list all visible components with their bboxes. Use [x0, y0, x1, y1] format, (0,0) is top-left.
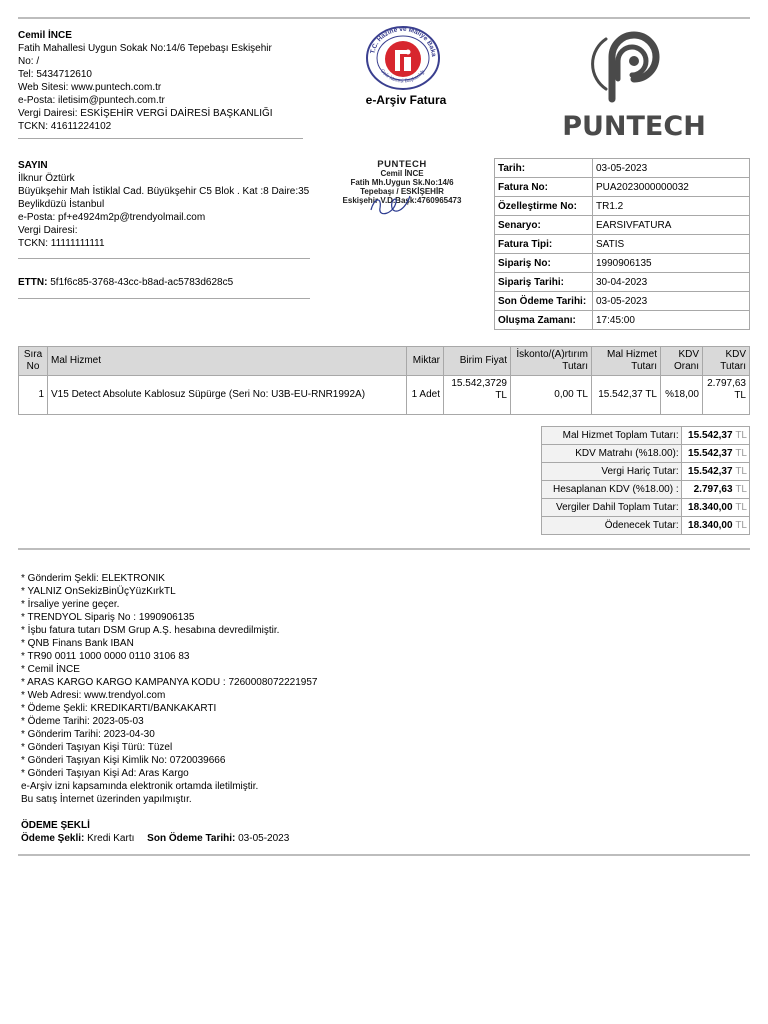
note-line: * QNB Finans Bank IBAN	[21, 638, 134, 649]
seller-address: Fatih Mahallesi Uygun Sokak No:14/6 Tepebaşı Eskişehir	[18, 43, 272, 54]
info-row	[495, 235, 750, 254]
totals-value: 18.340,00	[688, 520, 733, 531]
info-label: Fatura No:	[495, 178, 593, 197]
buyer-address: Büyükşehir Mah İstiklal Cad. Büyükşehir C5 Blok . Kat :8 Daire:35	[18, 186, 310, 197]
col-header-mal-hizmet-tutari: Mal Hizmet Tutarı	[592, 347, 661, 376]
totals-table	[541, 426, 750, 535]
cell-mal-hizmet: V15 Detect Absolute Kablosuz Süpürge (Seri No: U3B-EU-RNR1992A)	[48, 376, 407, 415]
info-row	[495, 311, 750, 330]
items-table	[18, 346, 750, 415]
totals-value-cell	[681, 445, 749, 463]
cell-kdv-orani: %18,00	[661, 376, 703, 415]
info-label: Oluşma Zamanı:	[495, 311, 593, 330]
note-line: * Gönderim Tarihi: 2023-04-30	[21, 729, 155, 740]
cell-birim-fiyat: 15.542,3729 TL	[444, 376, 511, 415]
seller-tax-office: Vergi Dairesi: ESKİŞEHİR VERGİ DAİRESİ BAŞKANLIĞI	[18, 108, 273, 119]
totals-currency: TL	[735, 502, 747, 513]
note-line: * ARAS KARGO KARGO KAMPANYA KODU : 7260008072221957	[21, 677, 318, 688]
bottom-rule	[18, 854, 750, 856]
top-rule	[18, 17, 750, 19]
seal-bottom-text: Gelir İdaresi Başkanlığı	[378, 68, 427, 85]
info-row	[495, 216, 750, 235]
totals-row	[542, 499, 750, 517]
info-value: PUA2023000000032	[593, 178, 750, 197]
middle-rule	[18, 548, 750, 550]
buyer-email: e-Posta: pf+e4924m2p@trendyolmail.com	[18, 212, 206, 223]
seal-ring-text: T.C. Hazine ve Maliye Baka	[369, 25, 438, 58]
note-line: * Cemil İNCE	[21, 664, 80, 675]
payment-heading: ÖDEME ŞEKLİ	[21, 820, 90, 831]
info-value: 1990906135	[593, 254, 750, 273]
col-header-mal-hizmet: Mal Hizmet	[48, 347, 407, 376]
totals-value: 15.542,37	[688, 430, 733, 441]
totals-label: KDV Matrahı (%18.00):	[542, 445, 682, 463]
totals-label: Hesaplanan KDV (%18.00) :	[542, 481, 682, 499]
totals-value-cell	[681, 427, 749, 445]
ettn-rule	[18, 298, 310, 299]
info-value: EARSIVFATURA	[593, 216, 750, 235]
note-line: * Gönderim Şekli: ELEKTRONIK	[21, 573, 165, 584]
note-line: * İşbu fatura tutarı DSM Grup A.Ş. hesabına devredilmiştir.	[21, 625, 280, 636]
seller-web: Web Sitesi: www.puntech.com.tr	[18, 82, 162, 93]
totals-row	[542, 427, 750, 445]
totals-currency: TL	[735, 520, 747, 531]
totals-currency: TL	[735, 448, 747, 459]
note-line: * Gönderi Taşıyan Kişi Kimlik No: 0720039666	[21, 755, 226, 766]
info-value: SATIS	[593, 235, 750, 254]
col-header-sira-no: Sıra No	[19, 347, 48, 376]
totals-label: Vergiler Dahil Toplam Tutar:	[542, 499, 682, 517]
info-value: TR1.2	[593, 197, 750, 216]
info-label: Sipariş No:	[495, 254, 593, 273]
seller-name: Cemil İNCE	[18, 30, 72, 41]
payment-block	[21, 819, 289, 845]
buyer-district: Beylikdüzü İstanbul	[18, 199, 105, 210]
payment-due-label: Son Ödeme Tarihi:	[147, 833, 236, 844]
totals-value-cell	[681, 481, 749, 499]
totals-currency: TL	[735, 484, 747, 495]
info-row	[495, 159, 750, 178]
note-line: * YALNIZ OnSekizBinÜçYüzKırkTL	[21, 586, 176, 597]
logo-text: PUNTECH	[562, 111, 706, 142]
stamp-line-5: Eskişehir V.D.Başk:4760965473	[342, 196, 462, 205]
col-header-kdv-tutari: KDV Tutarı	[703, 347, 750, 376]
info-value: 03-05-2023	[593, 292, 750, 311]
info-row	[495, 292, 750, 311]
buyer-rule	[18, 258, 310, 259]
cell-iskonto: 0,00 TL	[511, 376, 592, 415]
seller-tel: Tel: 5434712610	[18, 69, 92, 80]
seller-tckn: TCKN: 41611224102	[18, 121, 112, 132]
totals-label: Vergi Hariç Tutar:	[542, 463, 682, 481]
info-label: Sipariş Tarihi:	[495, 273, 593, 292]
signature-scribble	[366, 190, 416, 220]
ettn-value: 5f1f6c85-3768-43cc-b8ad-ac5783d628c5	[50, 277, 234, 288]
totals-value: 18.340,00	[688, 502, 733, 513]
info-row	[495, 254, 750, 273]
seller-block	[18, 29, 273, 133]
items-header-row	[19, 347, 750, 376]
totals-value-cell	[681, 463, 749, 481]
totals-value: 2.797,63	[693, 484, 733, 495]
payment-due-value: 03-05-2023	[238, 833, 290, 844]
stamp-line-1: PUNTECH	[377, 159, 427, 170]
totals-currency: TL	[735, 466, 747, 477]
cell-kdv-tutari: 2.797,63 TL	[703, 376, 750, 415]
info-label: Senaryo:	[495, 216, 593, 235]
totals-label: Ödenecek Tutar:	[542, 517, 682, 535]
totals-row	[542, 445, 750, 463]
ettn-row	[18, 277, 233, 288]
totals-value: 15.542,37	[688, 466, 733, 477]
note-line: * Ödeme Şekli: KREDIKARTI/BANKAKARTI	[21, 703, 217, 714]
note-line: * TRENDYOL Sipariş No : 1990906135	[21, 612, 195, 623]
totals-label: Mal Hizmet Toplam Tutarı:	[542, 427, 682, 445]
notes-block	[21, 572, 317, 806]
buyer-tax-office: Vergi Dairesi:	[18, 225, 78, 236]
note-line: * TR90 0011 1000 0000 0110 3106 83	[21, 651, 190, 662]
company-stamp	[338, 160, 466, 224]
totals-row	[542, 481, 750, 499]
info-value: 17:45:00	[593, 311, 750, 330]
cell-sira-no: 1	[19, 376, 48, 415]
info-label: Özelleştirme No:	[495, 197, 593, 216]
info-row	[495, 197, 750, 216]
buyer-block	[18, 159, 309, 250]
gib-seal-logo	[364, 25, 442, 91]
note-line: Bu satış İnternet üzerinden yapılmıştır.	[21, 794, 192, 805]
seller-no: No: /	[18, 56, 40, 67]
payment-method-value: Kredi Kartı	[87, 833, 135, 844]
info-label: Son Ödeme Tarihi:	[495, 292, 593, 311]
payment-method-label: Ödeme Şekli:	[21, 833, 85, 844]
invoice-info-table	[494, 158, 750, 330]
stamp-line-3: Fatih Mh.Uygun Sk.No:14/6	[350, 178, 454, 187]
note-line: * Web Adresi: www.trendyol.com	[21, 690, 166, 701]
col-header-iskonto: İskonto/(A)rtırım Tutarı	[511, 347, 592, 376]
totals-value-cell	[681, 499, 749, 517]
totals-currency: TL	[735, 430, 747, 441]
info-row	[495, 273, 750, 292]
cell-mal-hizmet-tutari: 15.542,37 TL	[592, 376, 661, 415]
stamp-line-2: Cemil İNCE	[380, 169, 424, 178]
document-title: e-Arşiv Fatura	[365, 93, 447, 107]
note-line: * İrsaliye yerine geçer.	[21, 599, 120, 610]
info-label: Tarih:	[495, 159, 593, 178]
totals-row	[542, 517, 750, 535]
info-row	[495, 178, 750, 197]
buyer-heading: SAYIN	[18, 160, 48, 171]
col-header-birim-fiyat: Birim Fiyat	[444, 347, 511, 376]
table-row	[19, 376, 750, 415]
cell-miktar: 1 Adet	[407, 376, 444, 415]
info-value: 03-05-2023	[593, 159, 750, 178]
note-line: * Gönderi Taşıyan Kişi Ad: Aras Kargo	[21, 768, 189, 779]
col-header-miktar: Miktar	[407, 347, 444, 376]
totals-row	[542, 463, 750, 481]
seller-email: e-Posta: iletisim@puntech.com.tr	[18, 95, 165, 106]
seller-rule	[18, 138, 303, 139]
info-value: 30-04-2023	[593, 273, 750, 292]
note-line: * Ödeme Tarihi: 2023-05-03	[21, 716, 144, 727]
info-label: Fatura Tipi:	[495, 235, 593, 254]
ettn-label: ETTN:	[18, 277, 48, 288]
stamp-line-4: Tepebaşı / ESKİŞEHİR	[360, 187, 444, 196]
puntech-logo	[520, 27, 748, 143]
note-line: e-Arşiv izni kapsamında elektronik ortamda iletilmiştir.	[21, 781, 259, 792]
totals-value: 15.542,37	[688, 448, 733, 459]
note-line: * Gönderi Taşıyan Kişi Türü: Tüzel	[21, 742, 173, 753]
col-header-kdv-orani: KDV Oranı	[661, 347, 703, 376]
totals-value-cell	[681, 517, 749, 535]
buyer-name: İlknur Öztürk	[18, 173, 75, 184]
buyer-tckn: TCKN: 11111111111	[18, 238, 105, 249]
